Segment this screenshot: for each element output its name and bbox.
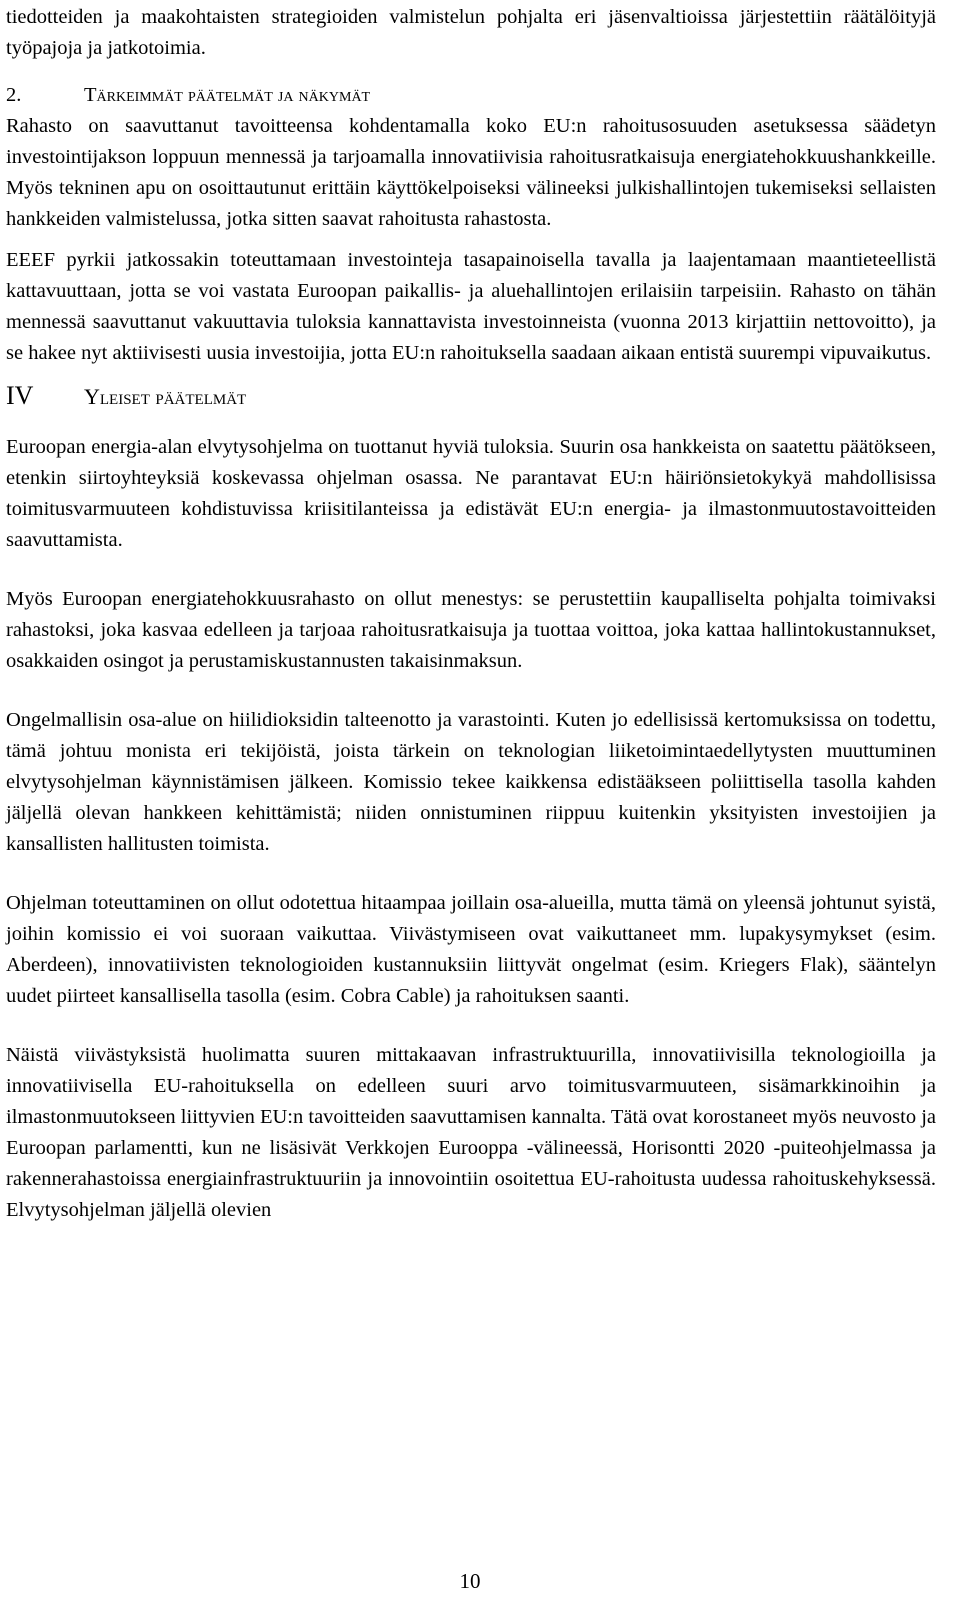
paragraph-delays: Ohjelman toteuttaminen on ollut odotettua hitaampaa joillain osa-alueilla, mutta tämä on yleensä johtunut syistä, joihin komissio ei voi suoraan vaikuttaa. Viivästymiseen ovat vaikuttaneet mm. lupakysymykset (esim. Aberdeen), innovatiivisten teknologioiden kustannuksiin liittyvät ongelmat (esim. Kriegers Flak), sääntelyn uudet piirteet kansallisella tasolla (esim. Cobra Cable) ja rahoituksen saanti. bbox=[6, 892, 936, 1007]
paragraph-eeef-outlook: EEEF pyrkii jatkossakin toteuttamaan investointeja tasapainoisella tavalla ja laajentamaan maantieteellistä kattavuuttaan, jotta se voi vastata Euroopan paikallis- ja aluehallintojen erilaisiin tarpeisiin. Rahasto on tähän mennessä saavuttanut vakuuttavia tuloksia kannattavista investoinneista (vuonna 2013 kirjattiin nettovoitto), ja se hakee nyt aktiivisesti uusia investoijia, jotta EU:n rahoituksella saadaan aikaan entistä suurempi vipuvaikutus. bbox=[6, 249, 936, 364]
paragraph-intro-continued: tiedotteiden ja maakohtaisten strategioiden valmistelun pohjalta eri jäsenvaltioissa järjestettiin räätälöityjä työpajoja ja jatkotoimia. bbox=[6, 6, 936, 59]
paragraph-eeef-success: Myös Euroopan energiatehokkuusrahasto on ollut menestys: se perustettiin kaupalliselta pohjalta toimivaksi rahastoksi, joka kasvaa edelleen ja tarjoaa rahoitusratkaisuja ja tuottaa voittoa, joka kattaa hallintokustannukset, osakkaiden osingot ja perustamiskustannusten takaisinmaksun. bbox=[6, 588, 936, 672]
subsection-number: 2. bbox=[6, 84, 22, 106]
page-number: 10 bbox=[459, 1569, 481, 1593]
paragraph-eerp-results: Euroopan energia-alan elvytysohjelma on tuottanut hyviä tuloksia. Suurin osa hankkeista on saatettu päätökseen, etenkin siirtoyhteyksiä koskevassa ohjelman osassa. Ne parantavat EU:n häiriönsietokykyä mahdollisissa toimitusvarmuuteen kohdistuvissa kriisitilanteissa ja edistävät EU:n energia- ja ilmastonmuutostavoitteiden saavuttamista. bbox=[6, 436, 936, 551]
section-title: Yleiset päätelmät bbox=[84, 384, 247, 409]
subsection-title: Tärkeimmät päätelmät ja näkymät bbox=[84, 84, 371, 106]
document-body bbox=[6, 2, 936, 1226]
paragraph-ccs-problems: Ongelmallisin osa-alue on hiilidioksidin talteenotto ja varastointi. Kuten jo edellisissä kertomuksissa on todettu, tämä johtuu monista eri tekijöistä, joista tärkein on teknologian liiketoimintaedellytysten muuttuminen elvytysohjelman käynnistämisen jälkeen. Komissio tekee kaikkensa edistääkseen poliittisella tasolla kahden jäljellä olevan hankkeen kehittämistä; niiden onnistuminen riippuu kuitenkin yksityisten investoijien ja kansallisten hallitusten toimista. bbox=[6, 709, 936, 855]
section-heading bbox=[6, 379, 936, 414]
paragraph-fund-objectives: Rahasto on saavuttanut tavoitteensa kohdentamalla koko EU:n rahoitusosuuden asetuksessa säädetyn investointijakson loppuun mennessä ja tarjoamalla innovatiivisia rahoitusratkaisuja energiatehokkuushankkeille. Myös tekninen apu on osoittautunut erittäin käyttökelpoiseksi välineeksi julkishallintojen tukemiseksi sellaisten hankkeiden valmistelussa, jotka sitten saavat rahoitusta rahastosta. bbox=[6, 115, 936, 230]
paragraph-value: Näistä viivästyksistä huolimatta suuren mittakaavan infrastruktuurilla, innovatiivisilla teknologioilla ja innovatiivisella EU-rahoituksella on edelleen suuri arvo toimitusvarmuuteen, sisämarkkinoihin ja ilmastonmuutokseen liittyvien EU:n tavoitteiden saavuttamisen kannalta. Tätä ovat korostaneet myös neuvosto ja Euroopan parlamentti, kun ne lisäsivät Verkkojen Eurooppa -välineessä, Horisontti 2020 -puiteohjelmassa ja rakennerahastoissa energiainfrastruktuuriin ja innovointiin osoitettua EU-rahoitusta uudessa rahoituskehyksessä. Elvytysohjelman jäljellä olevien bbox=[6, 1044, 936, 1221]
section-number: IV bbox=[6, 381, 34, 410]
subsection-heading bbox=[6, 80, 936, 111]
